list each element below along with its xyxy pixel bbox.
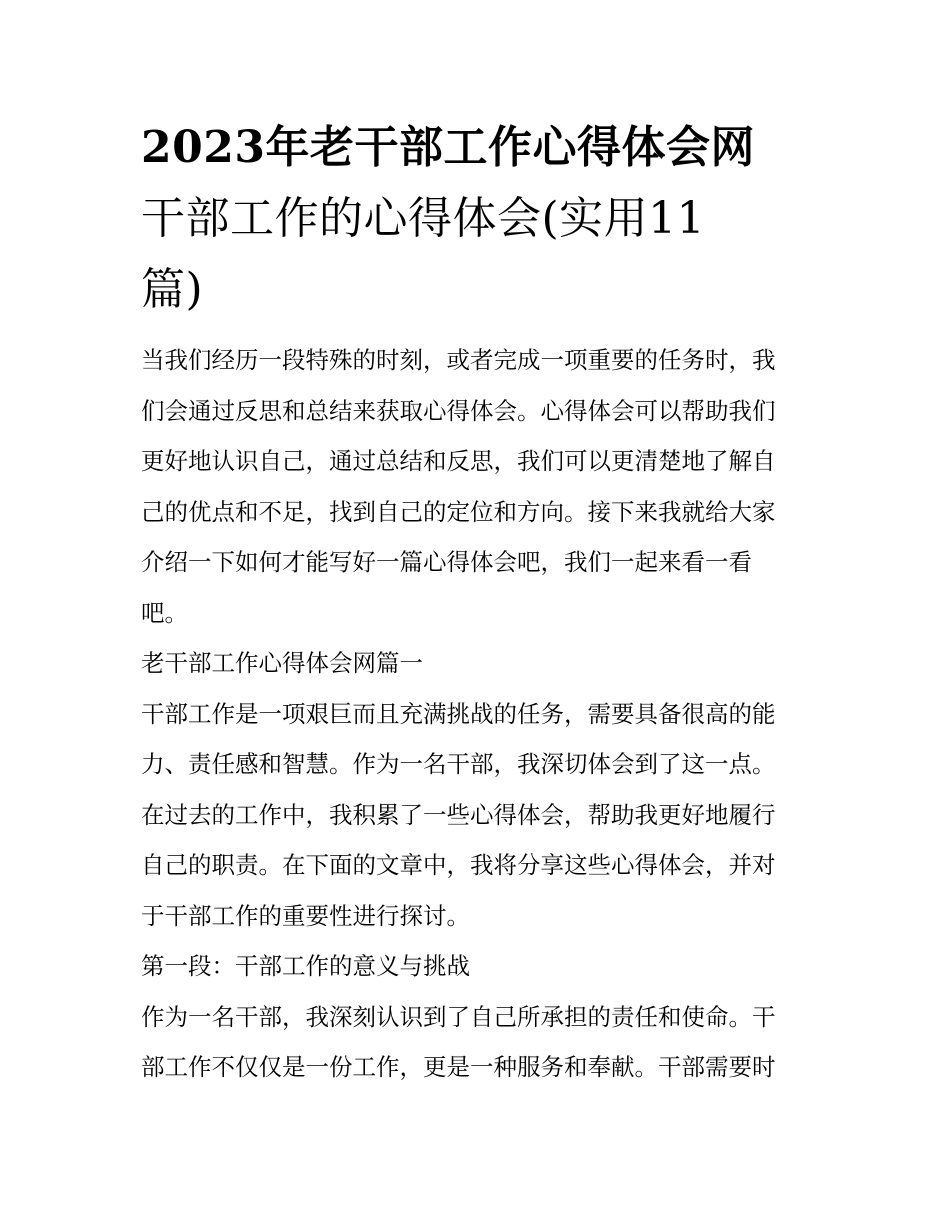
intro-line: 介绍一下如何才能写好一篇心得体会吧，我们一起来看一看 [141, 548, 752, 576]
intro-paragraph [141, 335, 821, 638]
intro-line: 己的优点和不足，找到自己的定位和方向。接下来我就给大家 [141, 497, 776, 526]
body-paragraph [141, 992, 821, 1093]
paragraph-heading: 第一段：干部工作的意义与挑战 [141, 952, 470, 980]
section-line: 于干部工作的重要性进行探讨。 [141, 901, 470, 930]
intro-line: 们会通过反思和总结来获取心得体会。心得体会可以帮助我们 [141, 396, 776, 425]
document-body [141, 112, 821, 1093]
document-title [141, 112, 821, 325]
section-line: 力、责任感和智慧。作为一名干部，我深切体会到了这一点。 [141, 750, 776, 778]
body-line: 作为一名干部，我深刻认识到了自己所承担的责任和使命。干 [141, 1002, 776, 1031]
section-heading: 老干部工作心得体会网篇一 [141, 649, 423, 677]
title-line-1: 2023年老干部工作心得体会网 [141, 122, 755, 173]
body-line: 部工作不仅仅是一份工作，更是一种服务和奉献。干部需要时 [141, 1053, 776, 1081]
title-line-2: 干部工作的心得体会(实用11 [141, 193, 706, 244]
intro-line: 更好地认识自己，通过总结和反思，我们可以更清楚地了解自 [141, 447, 776, 475]
intro-line: 吧。 [141, 598, 188, 627]
intro-line: 当我们经历一段特殊的时刻，或者完成一项重要的任务时，我 [141, 346, 776, 374]
section-line: 干部工作是一项艰巨而且充满挑战的任务，需要具备很高的能 [141, 699, 776, 728]
section-line: 在过去的工作中，我积累了一些心得体会，帮助我更好地履行 [141, 800, 776, 829]
title-line-3: 篇) [141, 264, 204, 315]
section-paragraph [141, 689, 821, 942]
section-line: 自己的职责。在下面的文章中，我将分享这些心得体会，并对 [141, 851, 776, 879]
